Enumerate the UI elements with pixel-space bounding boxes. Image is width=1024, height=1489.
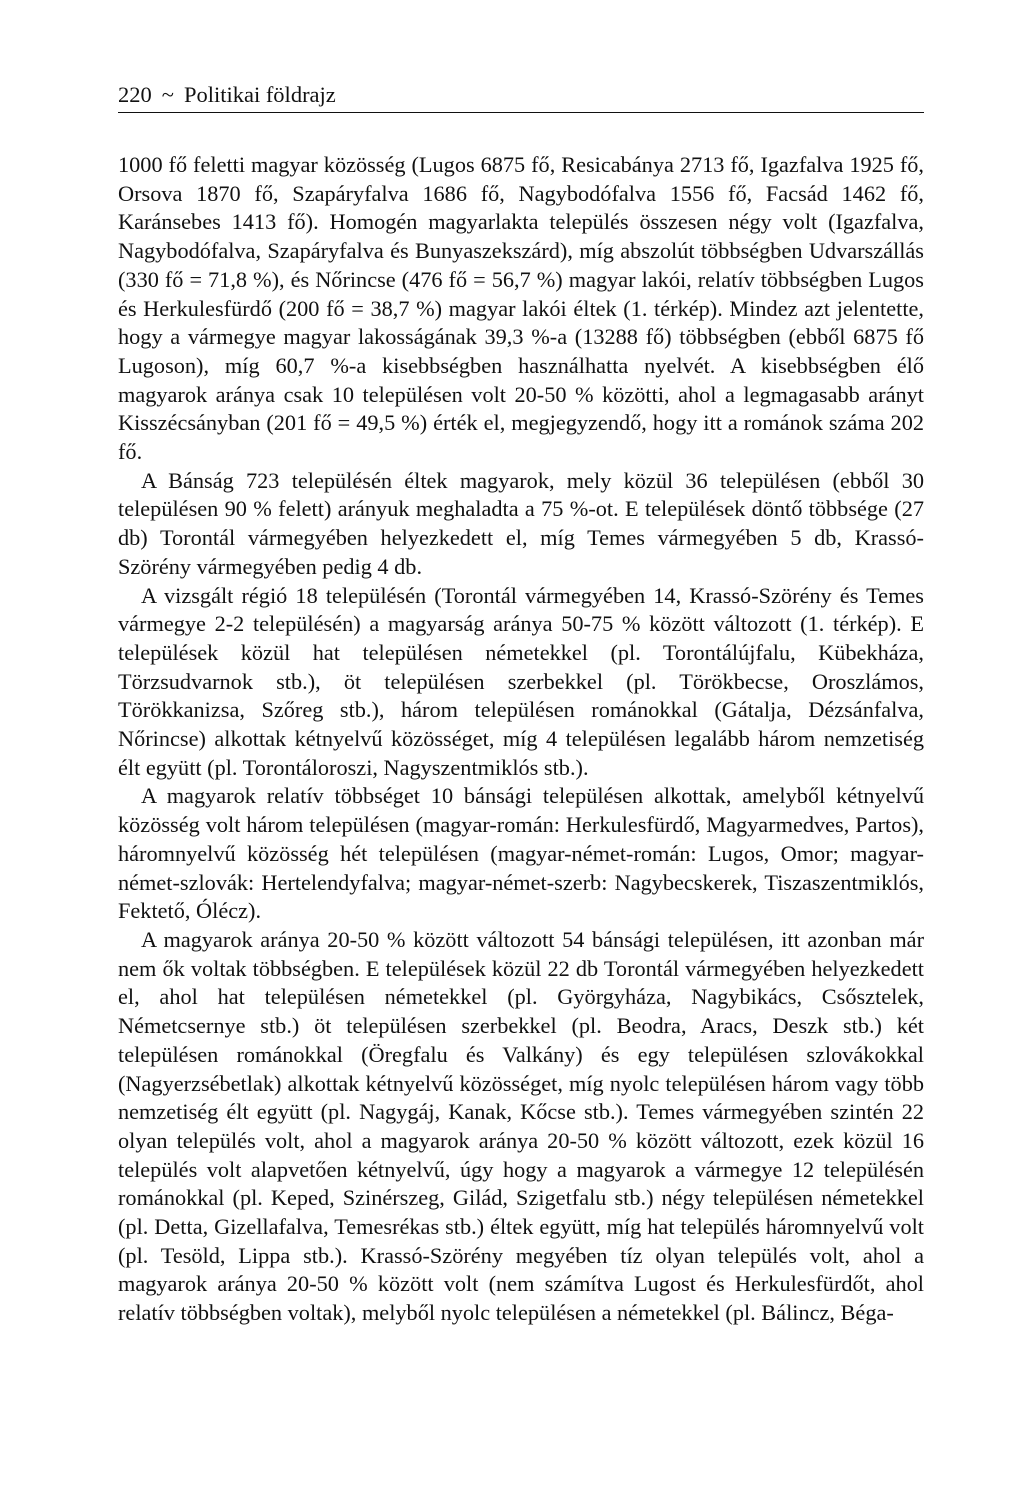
paragraph-4: A magyarok relatív többséget 10 bánsági településen alkottak, amelyből kétnyelvű közösség volt három településen (magyar-román: Herkulesfürdő, Magyarmedves, Partos), háromnyelvű közösség hét településen (magyar-német-román: Lugos, Omor; magyar-német-szlovák: Hertelendyfalva; magyar-német-szerb: Nagybecskerek, Tiszaszentmiklós, Fektető, Ólécz). <box>118 783 924 924</box>
running-header <box>118 78 924 113</box>
section-title: Politikai földrajz <box>183 82 336 107</box>
paragraph-5: A magyarok aránya 20-50 % között változott 54 bánsági településen, itt azonban már nem ők voltak többségben. E települések közül 22 db Torontál vármegyében helyezkedett el, ahol hat településen németekkel (pl. Györgyháza, Nagybikács, Csősztelek, Németcsernye stb.) öt településen szerbekkel (pl. Beodra, Aracs, Deszk stb.) két településen románokkal (Öregfalu és Valkány) és egy településen szlovákokkal (Nagyerzsébetlak) alkottak kétnyelvű közösséget, míg nyolc településen három vagy több nemzetiség élt együtt (pl. Nagygáj, Kanak, Kőcse stb.). Temes vármegyében szintén 22 olyan település volt, ahol a magyarok aránya 20-50 % között változott, ezek közül 16 település volt alapvetően kétnyelvű, úgy hogy a magyarok a vármegye 12 településén románokkal (pl. Keped, Szinérszeg, Gilád, Szigetfalu stb.) négy településen németekkel (pl. Detta, Gizellafalva, Temesrékas stb.) éltek együtt, míg hat település háromnyelvű volt (pl. Tesöld, Lippa stb.). Krassó-Szörény megyében tíz olyan település volt, ahol a magyarok aránya 20-50 % között volt (nem számítva Lugost és Herkulesfürdőt, ahol relatív többségben voltak), melyből nyolc településen a németekkel (pl. Bálincz, Béga- <box>118 926 924 1326</box>
header-separator: ~ <box>161 82 174 107</box>
paragraph-2: A Bánság 723 településén éltek magyarok, mely közül 36 településen (ebből 30 településen 90 % felett) arányuk meghaladta a 75 %-ot. E települések döntő többsége (27 db) Torontál vármegyében helyezkedett el, míg Temes vármegyében 5 db, Krassó-Szörény vármegyében pedig 4 db. <box>118 467 924 579</box>
page-number: 220 <box>118 82 152 107</box>
page-content <box>118 78 924 1328</box>
paragraph-3: A vizsgált régió 18 településén (Torontál vármegyében 14, Krassó-Szörény és Temes vármegye 2-2 településén) a magyarság aránya 50-75 % között változott (1. térkép). E települések közül hat településen németekkel (pl. Torontálújfalu, Kübekháza, Törzsudvarnok stb.), öt településen szerbekkel (pl. Törökbecse, Oroszlámos, Törökkanizsa, Szőreg stb.), három településen románokkal (Gátalja, Dézsánfalva, Nőrincse) alkottak kétnyelvű közösséget, míg 4 településen legalább három nemzetiség élt együtt (pl. Torontáloroszi, Nagyszentmiklós stb.). <box>118 582 924 780</box>
body-text <box>118 151 924 1328</box>
paragraph-1: 1000 fő feletti magyar közösség (Lugos 6875 fő, Resicabánya 2713 fő, Igazfalva 1925 fő, Orsova 1870 fő, Szapáryfalva 1686 fő, Nagybodófalva 1556 fő, Facsád 1462 fő, Karánsebes 1413 fő). Homogén magyarlakta település összesen négy volt (Igazfalva, Nagybodófalva, Szapáryfalva és Bunyaszekszárd), míg abszolút többségben Udvarszállás (330 fő = 71,8 %), és Nőrincse (476 fő = 56,7 %) magyar lakói, relatív többségben Lugos és Herkulesfürdő (200 fő = 38,7 %) magyar lakói éltek (1. térkép). Mindez azt jelentette, hogy a vármegye magyar lakosságának 39,3 %-a (13288 fő) többségben (ebből 6875 fő Lugoson), míg 60,7 %-a kisebbségben használhatta nyelvét. A kisebbségben élő magyarok aránya csak 10 településen volt 20-50 % közötti, ahol a legmagasabb arányt Kisszécsányban (201 fő = 49,5 %) érték el, megjegyzendő, hogy itt a románok száma 202 fő. <box>118 152 924 465</box>
